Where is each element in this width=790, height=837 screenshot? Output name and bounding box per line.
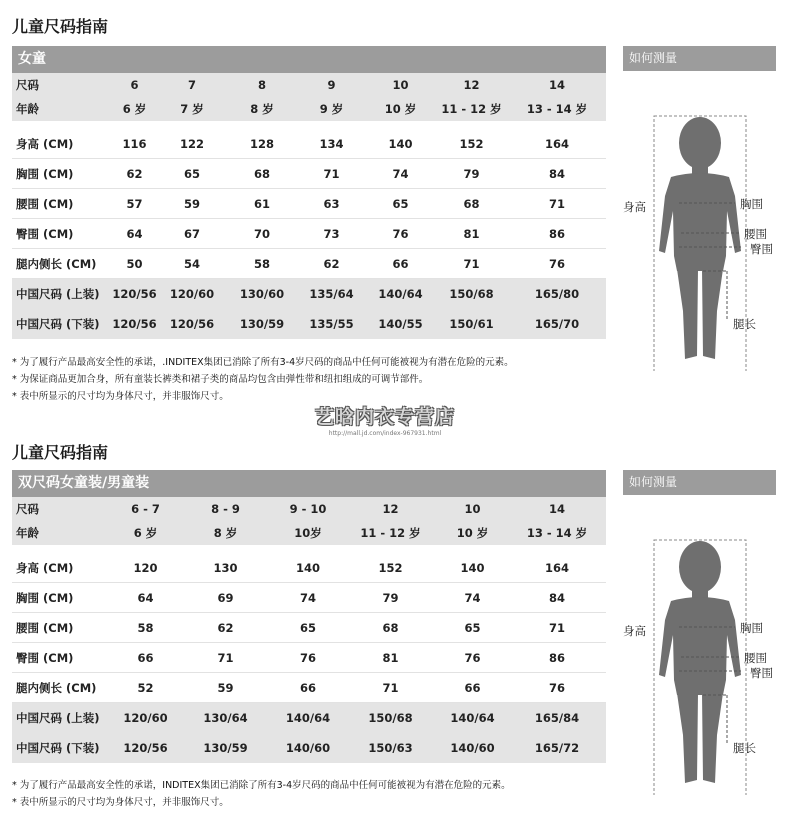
page-title: 儿童尺码指南	[12, 17, 109, 36]
table-cell: 62	[217, 620, 234, 635]
age-header-row	[12, 521, 606, 545]
table-cell: 8 - 9	[211, 502, 240, 516]
table-cell: 165/84	[534, 711, 580, 725]
row-gap	[12, 121, 606, 129]
table-cell: 120/56	[112, 317, 157, 331]
table-cell: 140	[295, 560, 320, 575]
row-label: 臀围 (CM)	[16, 226, 74, 241]
table-cell: 81	[382, 650, 399, 665]
table-cell: 14	[548, 502, 565, 516]
table-cell: 120/56	[123, 741, 168, 755]
table-cell: 120	[133, 560, 158, 575]
note-line: * 表中所显示的尺寸均为身体尺寸，并非服饰尺寸。	[12, 797, 229, 808]
table-cell: 65	[392, 196, 409, 211]
table-cell: 71	[548, 620, 565, 635]
table-cell: 11 - 12 岁	[441, 102, 502, 116]
row-label: 臀围 (CM)	[16, 650, 74, 665]
table-cell: 68	[463, 196, 480, 211]
row-label: 中国尺码 (上装)	[16, 711, 100, 725]
row-label: 胸围 (CM)	[16, 166, 74, 181]
table-cell: 150/61	[449, 317, 494, 331]
measure-panel	[623, 470, 776, 795]
table-cell: 128	[249, 136, 274, 151]
table-cell: 61	[253, 196, 270, 211]
table-cell: 140/64	[450, 711, 495, 725]
table-cell: 59	[217, 680, 234, 695]
watermark-text: 艺晗内衣专营店	[314, 406, 455, 428]
table-cell: 13 - 14 岁	[526, 526, 588, 540]
measure-panel	[623, 46, 776, 371]
table-cell: 73	[323, 226, 340, 241]
measure-row	[12, 249, 606, 279]
table-cell: 71	[463, 256, 480, 271]
table-cell: 10	[464, 502, 481, 516]
table-cell: 62	[126, 166, 143, 181]
table-cell: 62	[323, 256, 340, 271]
table-cell: 65	[464, 620, 481, 635]
table-cell: 76	[392, 226, 409, 241]
chest-label: 胸围	[740, 621, 763, 635]
row-label: 腰围 (CM)	[16, 620, 74, 635]
row-label: 腿内侧长 (CM)	[16, 680, 97, 695]
waist-label: 腰围	[744, 651, 767, 665]
size-header-row	[12, 497, 606, 521]
table-cell: 8 岁	[213, 526, 238, 540]
table-cell: 79	[382, 590, 399, 605]
table-cell: 68	[382, 620, 399, 635]
table-cell: 74	[299, 590, 316, 605]
table-cell: 9 岁	[319, 102, 344, 116]
table-cell: 130/59	[203, 741, 248, 755]
table-cell: 8	[257, 78, 266, 92]
row-label: 腰围 (CM)	[16, 196, 74, 211]
row-label: 中国尺码 (下装)	[16, 741, 100, 755]
table-cell: 164	[544, 560, 569, 575]
table-cell: 66	[299, 680, 316, 695]
note-line: * 为了履行产品最高安全性的承诺，.INDITEX集团已消除了所有3-4岁尺码的商品中任何可能被视为有潜在危险的元素。	[12, 357, 514, 368]
note-line: * 为了履行产品最高安全性的承诺，INDITEX集团已消除了所有3-4岁尺码的商品中任何可能被视为有潜在危险的元素。	[12, 780, 511, 791]
table-cell: 64	[126, 226, 143, 241]
table-cell: 76	[299, 650, 316, 665]
table-cell: 140/55	[378, 317, 423, 331]
table-cell: 14	[548, 78, 565, 92]
table-cell: 6 岁	[133, 526, 158, 540]
table-cell: 165/70	[534, 317, 580, 331]
table-cell: 12	[463, 78, 480, 92]
size-header-row	[12, 73, 606, 97]
table-cell: 63	[323, 196, 340, 211]
table-cell: 140/60	[450, 741, 495, 755]
table-cell: 165/72	[534, 741, 580, 755]
table-cell: 84	[548, 166, 565, 181]
measure-title: 如何测量	[623, 46, 776, 71]
row-label: 身高 (CM)	[16, 136, 74, 151]
table-cell: 140/60	[285, 741, 331, 755]
table-cell: 71	[217, 650, 234, 665]
table-cell: 120/60	[123, 711, 168, 725]
china-size-row	[12, 279, 606, 309]
table-cell: 6 - 7	[131, 502, 160, 516]
table-cell: 130/64	[203, 711, 248, 725]
section-bar: 女童	[12, 46, 606, 73]
table-cell: 130/60	[239, 287, 285, 301]
row-label: 腿内侧长 (CM)	[16, 256, 97, 271]
table-cell: 66	[392, 256, 409, 271]
row-label: 年龄	[16, 526, 39, 540]
notes	[12, 354, 514, 405]
row-gap	[12, 545, 606, 553]
table-cell: 152	[378, 560, 403, 575]
row-label: 中国尺码 (下装)	[16, 317, 100, 331]
table-cell: 6 岁	[122, 102, 147, 116]
table-cell: 66	[464, 680, 481, 695]
table-cell: 9	[327, 78, 336, 92]
measure-row	[12, 189, 606, 219]
table-cell: 130	[213, 560, 238, 575]
child-figure	[623, 495, 776, 795]
row-label: 尺码	[16, 78, 39, 92]
table-cell: 8 岁	[250, 102, 274, 116]
china-size-row	[12, 309, 606, 339]
measure-title: 如何测量	[623, 470, 776, 495]
table-cell: 7	[187, 78, 196, 92]
measure-row	[12, 583, 606, 613]
table-cell: 74	[392, 166, 409, 181]
table-cell: 150/68	[368, 711, 413, 725]
child-figure	[623, 71, 776, 371]
table-cell: 140	[388, 136, 413, 151]
measure-row	[12, 159, 606, 189]
size-table-girls	[12, 46, 606, 339]
table-cell: 71	[548, 196, 565, 211]
table-cell: 120/60	[169, 287, 215, 301]
table-cell: 164	[544, 136, 569, 151]
table-cell: 13 - 14 岁	[526, 102, 588, 116]
table-cell: 140	[460, 560, 485, 575]
table-cell: 58	[137, 620, 154, 635]
note-line: * 表中所显示的尺寸均为身体尺寸，并非服饰尺寸。	[12, 391, 229, 402]
measure-row	[12, 553, 606, 583]
table-cell: 140/64	[378, 287, 423, 301]
measure-row	[12, 219, 606, 249]
table-cell: 64	[137, 590, 154, 605]
chest-label: 胸围	[740, 197, 763, 211]
watermark-url: http://mall.jd.com/index-967931.html	[328, 430, 442, 437]
table-cell: 50	[126, 256, 143, 271]
inseam-label: 腿长	[733, 741, 756, 755]
table-cell: 52	[137, 680, 154, 695]
table-cell: 116	[122, 136, 147, 151]
table-cell: 76	[548, 680, 565, 695]
note-line: * 为保证商品更加合身，所有童装长裤类和裙子类的商品均包含由弹性带和纽扣组成的可调节部件。	[12, 374, 429, 385]
table-cell: 120/56	[169, 317, 215, 331]
notes	[12, 777, 511, 811]
table-cell: 76	[548, 256, 565, 271]
row-label: 身高 (CM)	[16, 560, 74, 575]
table-cell: 10岁	[294, 526, 322, 540]
table-cell: 66	[137, 650, 154, 665]
table-cell: 10	[392, 78, 409, 92]
table-cell: 134	[319, 136, 344, 151]
table-cell: 79	[463, 166, 480, 181]
table-cell: 67	[183, 226, 200, 241]
table-cell: 58	[253, 256, 270, 271]
table-cell: 122	[179, 136, 204, 151]
table-cell: 70	[253, 226, 270, 241]
row-label: 胸围 (CM)	[16, 590, 74, 605]
table-cell: 120/56	[112, 287, 157, 301]
table-cell: 86	[548, 650, 565, 665]
table-cell: 76	[464, 650, 481, 665]
table-cell: 12	[382, 502, 399, 516]
table-cell: 150/68	[449, 287, 494, 301]
measure-row	[12, 613, 606, 643]
height-label: 身高	[623, 624, 646, 638]
table-cell: 65	[299, 620, 316, 635]
table-cell: 152	[459, 136, 484, 151]
hip-label: 臀围	[750, 242, 773, 256]
table-cell: 130/59	[239, 317, 285, 331]
measure-row	[12, 129, 606, 159]
table-cell: 69	[217, 590, 234, 605]
height-label: 身高	[623, 200, 646, 214]
table-cell: 7 岁	[180, 102, 204, 116]
size-table-dual	[12, 470, 606, 763]
china-size-row	[12, 703, 606, 733]
table-cell: 81	[463, 226, 480, 241]
table-cell: 10 岁	[456, 526, 489, 540]
table-cell: 10 岁	[384, 102, 417, 116]
inseam-label: 腿长	[733, 317, 756, 331]
table-cell: 68	[253, 166, 270, 181]
table-cell: 84	[548, 590, 565, 605]
row-label: 年龄	[16, 102, 39, 116]
table-cell: 54	[183, 256, 200, 271]
measure-row	[12, 643, 606, 673]
table-cell: 6	[130, 78, 139, 92]
table-cell: 65	[183, 166, 200, 181]
table-cell: 9 - 10	[289, 502, 327, 516]
page-title: 儿童尺码指南	[12, 443, 109, 462]
table-cell: 135/55	[309, 317, 354, 331]
china-size-row	[12, 733, 606, 763]
table-cell: 71	[382, 680, 399, 695]
table-cell: 59	[183, 196, 200, 211]
table-cell: 86	[548, 226, 565, 241]
waist-label: 腰围	[744, 227, 767, 241]
table-cell: 11 - 12 岁	[360, 526, 421, 540]
age-header-row	[12, 97, 606, 121]
table-cell: 165/80	[534, 287, 580, 301]
watermark	[310, 402, 460, 437]
table-cell: 57	[126, 196, 143, 211]
row-label: 中国尺码 (上装)	[16, 287, 100, 301]
table-cell: 150/63	[368, 741, 413, 755]
section-bar: 双尺码女童装/男童装	[12, 470, 606, 497]
measure-row	[12, 673, 606, 703]
table-cell: 135/64	[309, 287, 354, 301]
table-cell: 71	[323, 166, 340, 181]
table-cell: 74	[464, 590, 481, 605]
row-label: 尺码	[16, 502, 39, 516]
table-cell: 140/64	[285, 711, 331, 725]
hip-label: 臀围	[750, 666, 773, 680]
